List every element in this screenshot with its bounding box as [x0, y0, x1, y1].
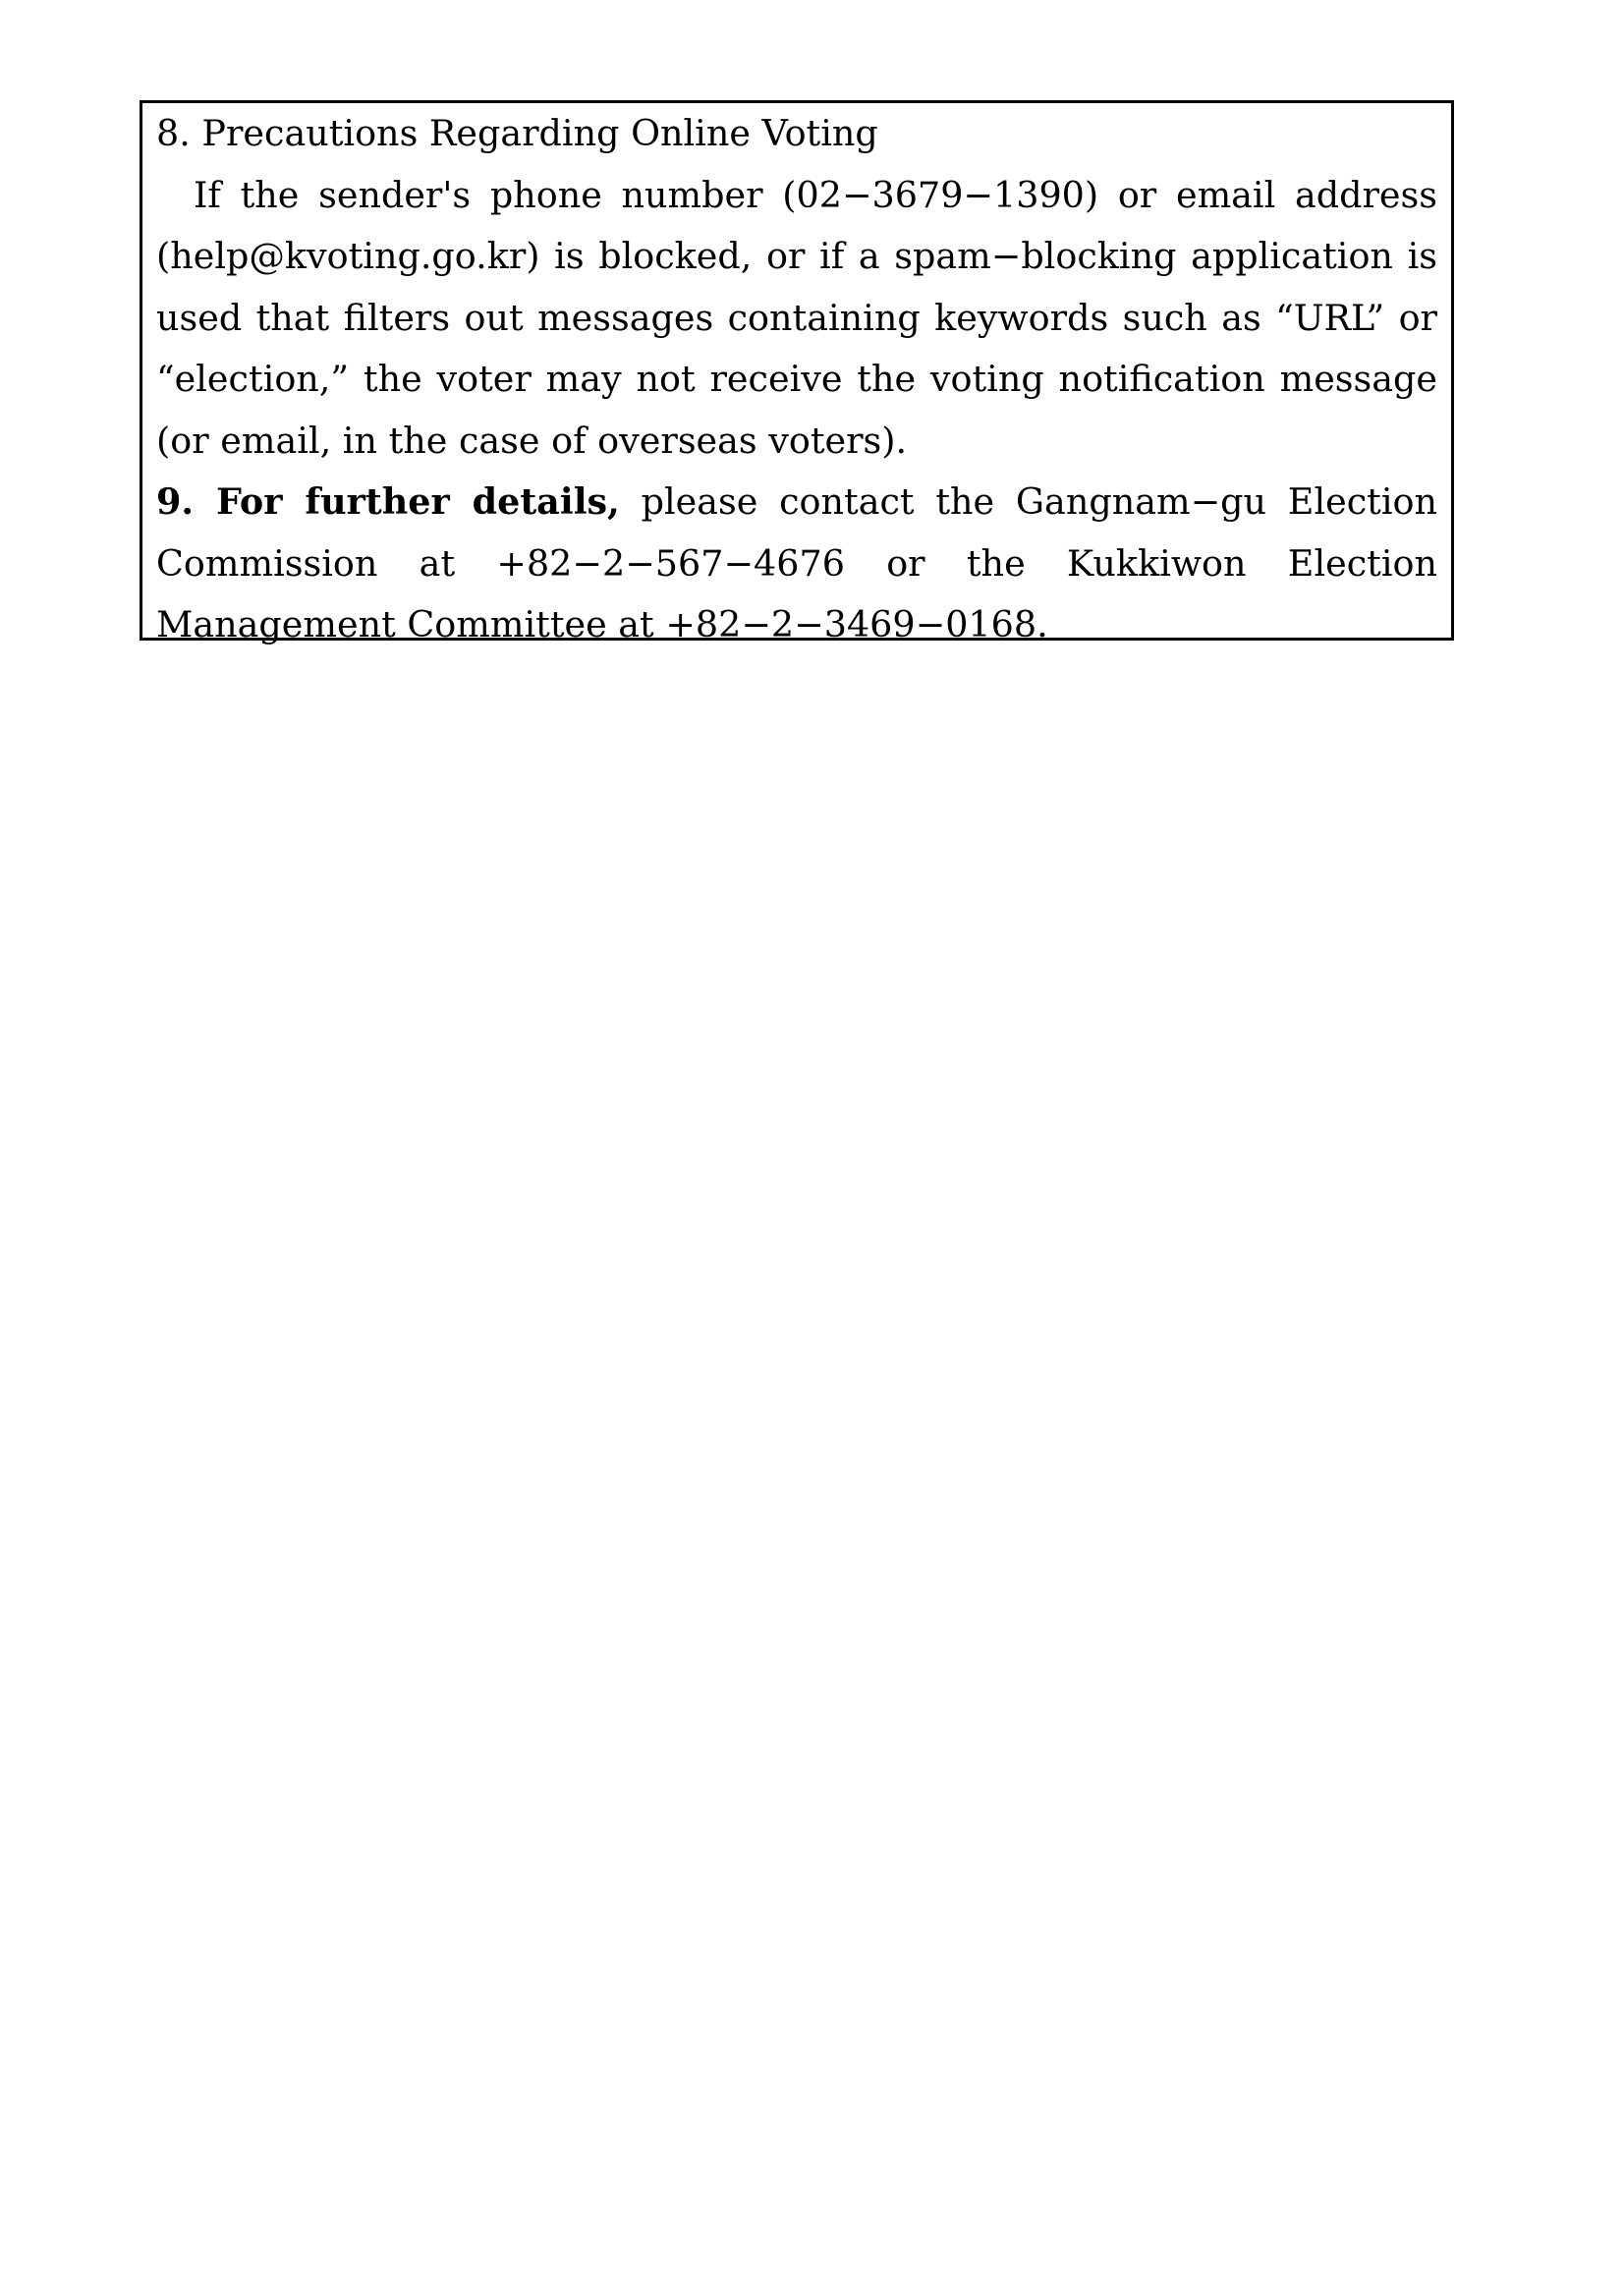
section-9-body: please contact the Gangnam−gu Election Commission at +82−2−567−4676 or the Kukkiwon Election Management Committee at +82−2−3469−0168.	[156, 480, 1437, 645]
notice-box	[140, 100, 1454, 645]
section-8-body: If the sender's phone number (02−3679−1390) or email address (help@kvoting.go.kr) is blocked, or if a spam−blocking application is used that filters out messages containing keywords such as “URL” or “election,” the voter may not receive the voting notification message (or email, in the case of overseas voters).	[156, 173, 1437, 462]
section-8-heading: 8. Precautions Regarding Online Voting	[156, 112, 878, 154]
section-9-paragraph	[156, 472, 1437, 656]
section-9-lead: 9. For further details,	[156, 480, 620, 523]
